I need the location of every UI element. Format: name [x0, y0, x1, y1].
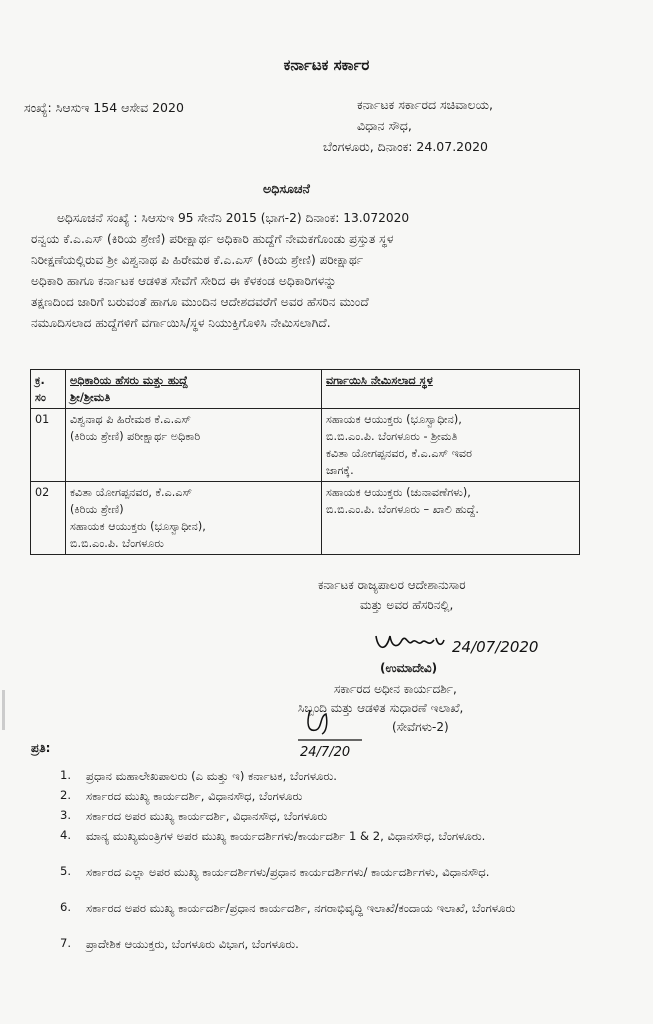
copies-list: [60, 768, 600, 956]
notification-paragraph: [31, 208, 591, 334]
list-item: 7. ಪ್ರಾದೇಶಿಕ ಆಯುಕ್ತರು, ಬೆಂಗಳೂರು ವಿಭಾಗ, ಬೆಂಗಳೂರು.: [60, 936, 299, 951]
place-date: ಬೆಂಗಳೂರು, ದಿನಾಂಕ: 24.07.2020: [323, 139, 488, 154]
header-sl: ಕ್ರ. ಸಂ: [31, 370, 66, 409]
paragraph-line: ಅಧಿಕಾರಿ ಹಾಗೂ ಕರ್ನಾಟಕ ಆಡಳಿತ ಸೇವೆಗೆ ಸೇರಿದ ಈ ಕೆಳಕಂಡ ಅಧಿಕಾರಿಗಳನ್ನು: [31, 274, 337, 288]
row-officer: ವಿಶ್ವನಾಥ ಪಿ ಹಿರೇಮಠ ಕೆ.ಎ.ಎಸ್ (ಕಿರಿಯ ಶ್ರೇಣಿ) ಪರೀಕ್ಷಾರ್ಥ ಅಧಿಕಾರಿ: [66, 409, 322, 482]
paragraph-line: ತಕ್ಷಣದಿಂದ ಜಾರಿಗೆ ಬರುವಂತೆ ಹಾಗೂ ಮುಂದಿನ ಆದೇಶದವರೆಗೆ ಅವರ ಹೆಸರಿನ ಮುಂದೆ: [31, 295, 369, 309]
header-officer: ಅಧಿಕಾರಿಯ ಹೆಸರು ಮತ್ತು ಹುದ್ದೆ ಶ್ರೀ/ಶ್ರೀಮತಿ: [66, 370, 322, 409]
list-item: 1. ಪ್ರಧಾನ ಮಹಾಲೇಖಪಾಲರು (ಎ ಮತ್ತು ಇ) ಕರ್ನಾಟಕ, ಬೆಂಗಳೂರು.: [60, 768, 337, 783]
list-item: 3. ಸರ್ಕಾರದ ಅಪರ ಮುಖ್ಯ ಕಾರ್ಯದರ್ಶಿ, ವಿಧಾನಸೌಧ, ಬೆಂಗಳೂರು: [60, 808, 328, 823]
government-title: ಕರ್ನಾಟಕ ಸರ್ಕಾರ: [283, 56, 370, 74]
page-edge-shadow: [2, 690, 5, 730]
table-row: [31, 409, 580, 482]
paragraph-line: ಅಧಿಸೂಚನೆ ಸಂಖ್ಯೆ : ಸಿಆಸುಇ 95 ಸೇನೆನಿ 2015 (ಭಾಗ-2) ದಿನಾಂಕ: 13.072020: [57, 211, 410, 225]
order-line-2: ಮತ್ತು ಅವರ ಹೆಸರಿನಲ್ಲಿ,: [360, 598, 454, 612]
list-item: 2. ಸರ್ಕಾರದ ಮುಖ್ಯ ಕಾರ್ಯದರ್ಶಿ, ವಿಧಾನಸೌಧ, ಬೆಂಗಳೂರು: [60, 788, 303, 803]
paragraph-line: ನಿರೀಕ್ಷಣೆಯಲ್ಲಿರುವ ಶ್ರೀ ವಿಶ್ವನಾಥ ಪಿ ಹಿರೇಮಠ ಕೆ.ಎ.ಎಸ್ (ಕಿರಿಯ ಶ್ರೇಣಿ) ಪರೀಕ್ಷಾರ್ಥ: [31, 253, 364, 267]
order-line-1: ಕರ್ನಾಟಕ ರಾಜ್ಯಪಾಲರ ಆದೇಶಾನುಸಾರ: [318, 578, 466, 592]
list-item: 5. ಸರ್ಕಾರದ ಎಲ್ಲಾ ಅಪರ ಮುಖ್ಯ ಕಾರ್ಯದರ್ಶಿಗಳು/ಪ್ರಧಾನ ಕಾರ್ಯದರ್ಶಿಗಳು/ ಕಾರ್ಯದರ್ಶಿಗಳು, ವಿಧಾನಸೌಧ.: [60, 864, 490, 879]
initials-mark: [296, 706, 366, 762]
office-line-2: ವಿಧಾನ ಸೌಧ,: [357, 118, 412, 133]
paragraph-line: ನಮೂದಿಸಲಾದ ಹುದ್ದೆಗಳಿಗೆ ವರ್ಗಾಯಿಸಿ/ಸ್ಥಳ ನಿಯುಕ್ತಿಗೊಳಿಸಿ ನೇಮಿಸಲಾಗಿದೆ.: [31, 316, 331, 330]
order-number: ಸಂಖ್ಯೆ: ಸಿಆಸುಇ 154 ಆಸೇವ 2020: [24, 100, 184, 115]
designation-line-3: (ಸೇವೆಗಳು-2): [392, 720, 449, 734]
list-item: 6. ಸರ್ಕಾರದ ಅಪರ ಮುಖ್ಯ ಕಾರ್ಯದರ್ಶಿ/ಪ್ರಧಾನ ಕಾರ್ಯದರ್ಶಿ, ನಗರಾಭಿವೃದ್ಧಿ ಇಲಾಖೆ/ಕಂದಾಯ ಇಲಾಖೆ, ಬೆಂಗಳೂರು: [60, 900, 516, 915]
table-row: [31, 482, 580, 555]
copies-heading: ಪ್ರತಿ:: [31, 741, 51, 755]
row-posting: ಸಹಾಯಕ ಆಯುಕ್ತರು (ಭೂಸ್ವಾಧೀನ), ಬಿ.ಬಿ.ಎಂ.ಪಿ. ಬೆಂಗಳೂರು - ಶ್ರೀಮತಿ ಕವಿತಾ ಯೋಗಪ್ಪನವರ, ಕೆ.ಎ.ಎಸ್ ಇವರ ಜಾಗಕ್ಕೆ.: [322, 409, 580, 482]
list-item: 4. ಮಾನ್ಯ ಮುಖ್ಯಮಂತ್ರಿಗಳ ಅಪರ ಮುಖ್ಯ ಕಾರ್ಯದರ್ಶಿಗಳು/ಕಾರ್ಯದರ್ಶಿ 1 & 2, ವಿಧಾನಸೌಧ, ಬೆಂಗಳೂರು.: [60, 828, 486, 843]
office-line-1: ಕರ್ನಾಟಕ ಸರ್ಕಾರದ ಸಚಿವಾಲಯ,: [357, 97, 493, 112]
header-posting: ವರ್ಗಾಯಿಸಿ ನೇಮಿಸಲಾದ ಸ್ಥಳ: [322, 370, 580, 409]
row-sl: 01: [31, 409, 66, 482]
handwritten-signature: [372, 626, 572, 662]
initials-date: 24/7/20: [300, 745, 351, 760]
paragraph-line: ರನ್ವಯ ಕೆ.ಎ.ಎಸ್ (ಕಿರಿಯ ಶ್ರೇಣಿ) ಪರೀಕ್ಷಾರ್ಥ ಅಧಿಕಾರಿ ಹುದ್ದೆಗೆ ನೇಮಕಗೊಂಡು ಪ್ರಸ್ತುತ ಸ್ಥಳ: [31, 232, 394, 246]
signature-date-text: 24/07/2020: [452, 638, 539, 656]
designation-line-1: ಸರ್ಕಾರದ ಅಧೀನ ಕಾರ್ಯದರ್ಶಿ,: [334, 682, 457, 696]
notification-heading: ಅಧಿಸೂಚನೆ: [263, 181, 310, 196]
row-sl: 02: [31, 482, 66, 555]
row-officer: ಕವಿತಾ ಯೋಗಪ್ಪನವರ, ಕೆ.ಎ.ಎಸ್ (ಕಿರಿಯ ಶ್ರೇಣಿ) ಸಹಾಯಕ ಆಯುಕ್ತರು (ಭೂಸ್ವಾಧೀನ), ಬಿ.ಬಿ.ಎಂ.ಪಿ. ಬೆಂಗಳೂರು: [66, 482, 322, 555]
row-posting: ಸಹಾಯಕ ಆಯುಕ್ತರು (ಚುನಾವಣೆಗಳು), ಬಿ.ಬಿ.ಎಂ.ಪಿ. ಬೆಂಗಳೂರು – ಖಾಲಿ ಹುದ್ದೆ.: [322, 482, 580, 555]
transfer-table: [30, 369, 580, 555]
signatory-name: (ಉಮಾದೇವಿ): [380, 661, 438, 675]
designation-line-2: ಸಿಬ್ಬಂದಿ ಮತ್ತು ಆಡಳಿತ ಸುಧಾರಣೆ ಇಲಾಖೆ,: [298, 701, 464, 715]
table-header-row: [31, 370, 580, 409]
